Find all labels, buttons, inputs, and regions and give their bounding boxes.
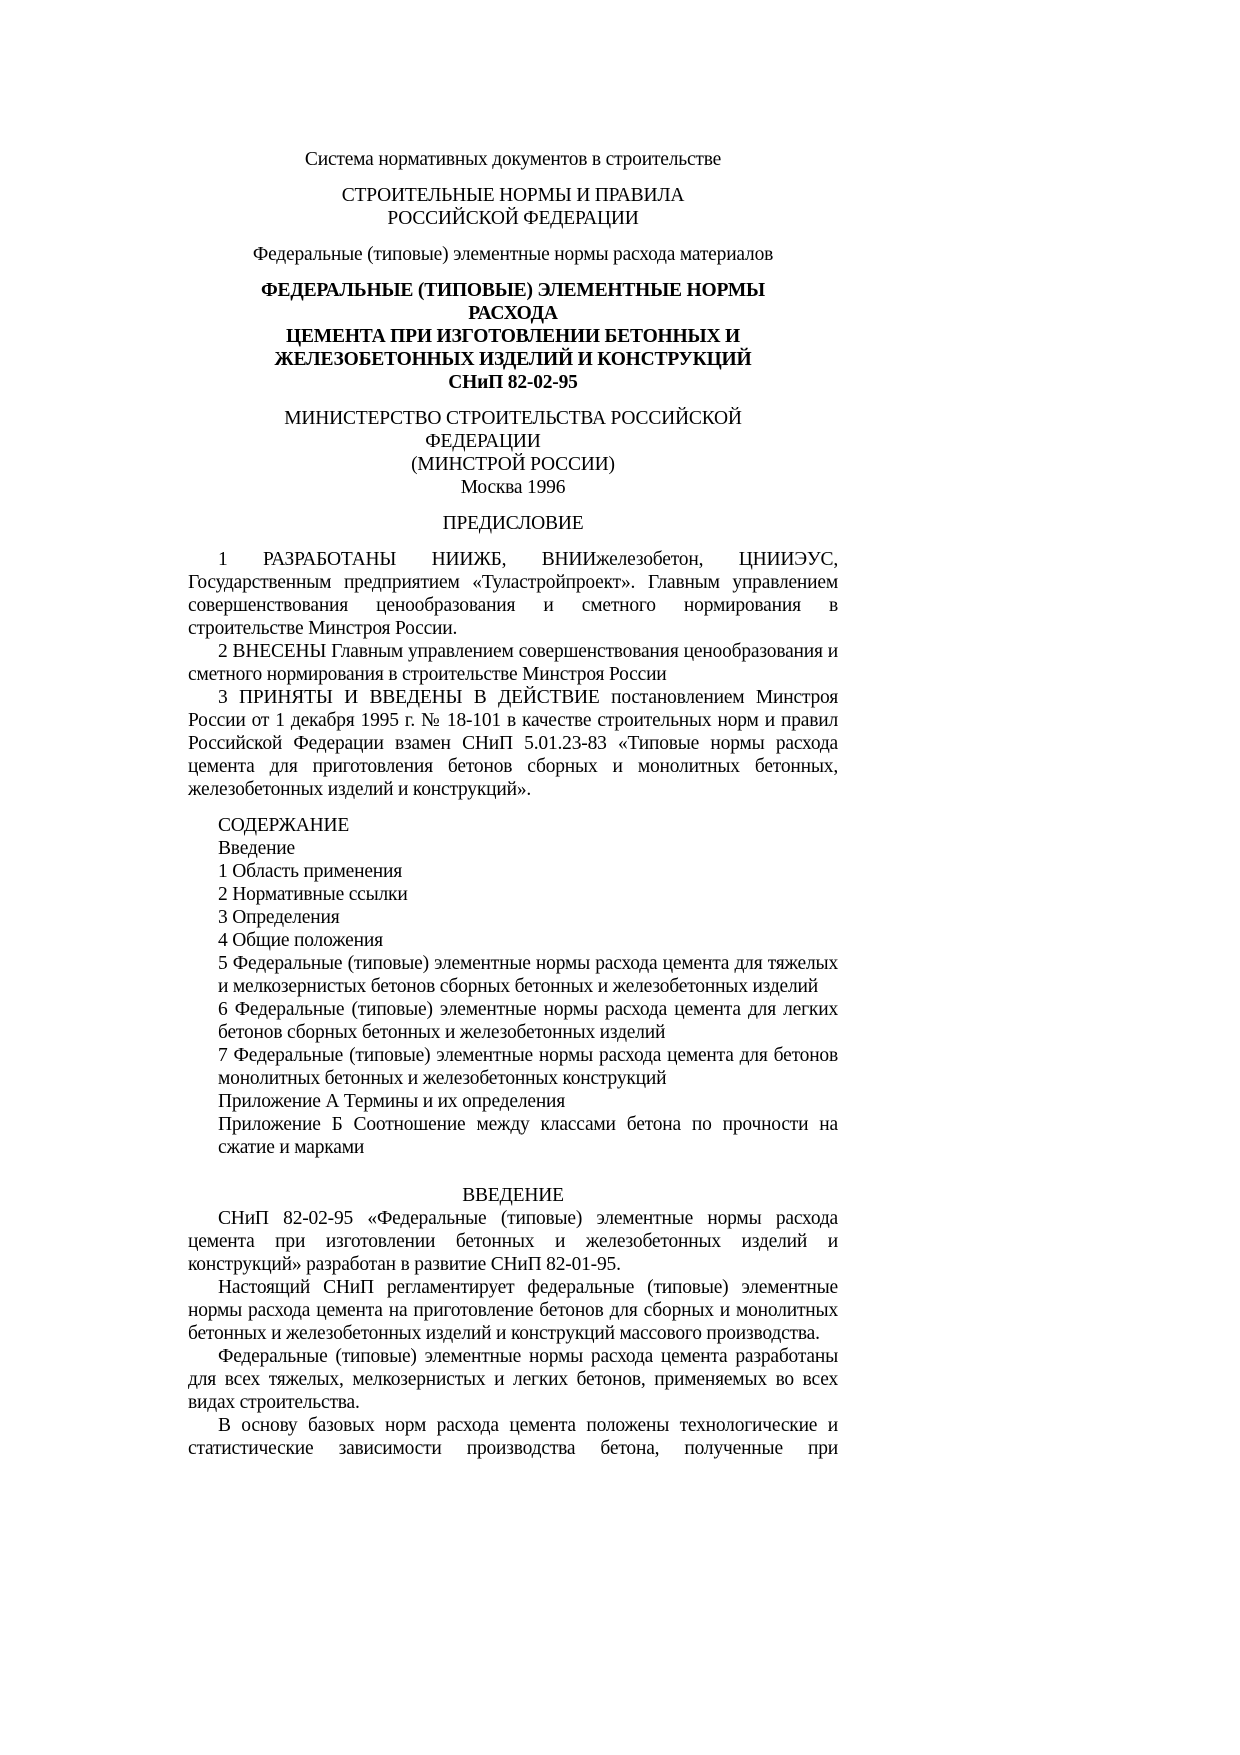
norms-line-2: РОССИЙСКОЙ ФЕДЕРАЦИИ (387, 208, 639, 229)
toc-item[interactable]: 1 Область применения (218, 861, 403, 882)
foreword-heading: ПРЕДИСЛОВИЕ (442, 513, 584, 534)
introduction-paragraph: Федеральные (типовые) элементные нормы расхода цемента разработаны для всех тяжелых, мелкозернистых и легких бетонов, применяемых во всех видах строительства. (188, 1346, 838, 1413)
foreword-section (188, 548, 838, 801)
foreword-paragraph: 2 ВНЕСЕНЫ Главным управлением совершенствования ценообразования и сметного нормирования в строительстве Минстроя России (188, 641, 838, 685)
table-of-contents (218, 814, 838, 1159)
introduction-paragraph: В основу базовых норм расхода цемента положены технологические и статистические зависимости производства бетона, полученные при (188, 1415, 838, 1459)
document-code: СНиП 82-02-95 (448, 372, 578, 393)
norms-line-1: СТРОИТЕЛЬНЫЕ НОРМЫ И ПРАВИЛА (341, 185, 685, 206)
toc-item[interactable]: Приложение Б Соотношение между классами бетона по прочности на сжатие и марками (218, 1114, 838, 1158)
category-line: Федеральные (типовые) элементные нормы расхода материалов (252, 244, 774, 265)
toc-item[interactable]: 2 Нормативные ссылки (218, 884, 408, 905)
introduction-section (188, 1207, 838, 1460)
document-page (188, 148, 838, 1460)
publisher-line-2: ФЕДЕРАЦИИ (425, 431, 541, 452)
document-title (188, 279, 838, 394)
title-line-3: ЦЕМЕНТА ПРИ ИЗГОТОВЛЕНИИ БЕТОННЫХ И (286, 326, 740, 347)
title-line-2: РАСХОДА (468, 303, 558, 324)
publisher-line-1: МИНИСТЕРСТВО СТРОИТЕЛЬСТВА РОССИЙСКОЙ (284, 408, 742, 429)
toc-item[interactable]: 3 Определения (218, 907, 340, 928)
toc-item[interactable]: 6 Федеральные (типовые) элементные нормы расхода цемента для легких бетонов сборных бетонных и железобетонных изделий (218, 999, 838, 1043)
place-year: Москва 1996 (460, 477, 566, 498)
foreword-paragraph: 1 РАЗРАБОТАНЫ НИИЖБ, ВНИИжелезобетон, ЦНИИЭУС, Государственным предприятием «Туластройпроект». Главным управлением совершенствования ценообразования и сметного нормирования в строительстве Минстроя России. (188, 549, 838, 639)
introduction-paragraph: СНиП 82-02-95 «Федеральные (типовые) элементные нормы расхода цемента при изготовлении бетонных и железобетонных изделий и конструкций» разработан в развитие СНиП 82-01-95. (188, 1208, 838, 1275)
introduction-heading: ВВЕДЕНИЕ (462, 1185, 564, 1206)
toc-item[interactable]: 5 Федеральные (типовые) элементные нормы расхода цемента для тяжелых и мелкозернистых бетонов сборных бетонных и железобетонных изделий (218, 953, 838, 997)
toc-item[interactable]: Введение (218, 838, 295, 859)
publisher-block (188, 407, 838, 499)
contents-heading: СОДЕРЖАНИЕ (218, 815, 350, 836)
toc-item[interactable]: Приложение А Термины и их определения (218, 1091, 566, 1112)
foreword-paragraph: 3 ПРИНЯТЫ И ВВЕДЕНЫ В ДЕЙСТВИЕ постановлением Минстроя России от 1 декабря 1995 г. № 18-101 в качестве строительных норм и правил Российской Федерации взамен СНиП 5.01.23-83 «Типовые нормы расхода цемента для приготовления бетонов сборных и монолитных бетонных, железобетонных изделий и конструкций». (188, 687, 838, 800)
toc-item[interactable]: 7 Федеральные (типовые) элементные нормы расхода цемента для бетонов монолитных бетонных и железобетонных конструкций (218, 1045, 838, 1089)
title-line-4: ЖЕЛЕЗОБЕТОННЫХ ИЗДЕЛИЙ И КОНСТРУКЦИЙ (274, 349, 752, 370)
introduction-paragraph: Настоящий СНиП регламентирует федеральные (типовые) элементные нормы расхода цемента на приготовление бетонов для сборных и монолитных бетонных и железобетонных изделий и конструкций массового производства. (188, 1277, 838, 1344)
toc-item[interactable]: 4 Общие положения (218, 930, 383, 951)
title-line-1: ФЕДЕРАЛЬНЫЕ (ТИПОВЫЕ) ЭЛЕМЕНТНЫЕ НОРМЫ (261, 280, 765, 301)
publisher-line-3: (МИНСТРОЙ РОССИИ) (411, 454, 615, 475)
system-line: Система нормативных документов в строительстве (304, 149, 722, 170)
